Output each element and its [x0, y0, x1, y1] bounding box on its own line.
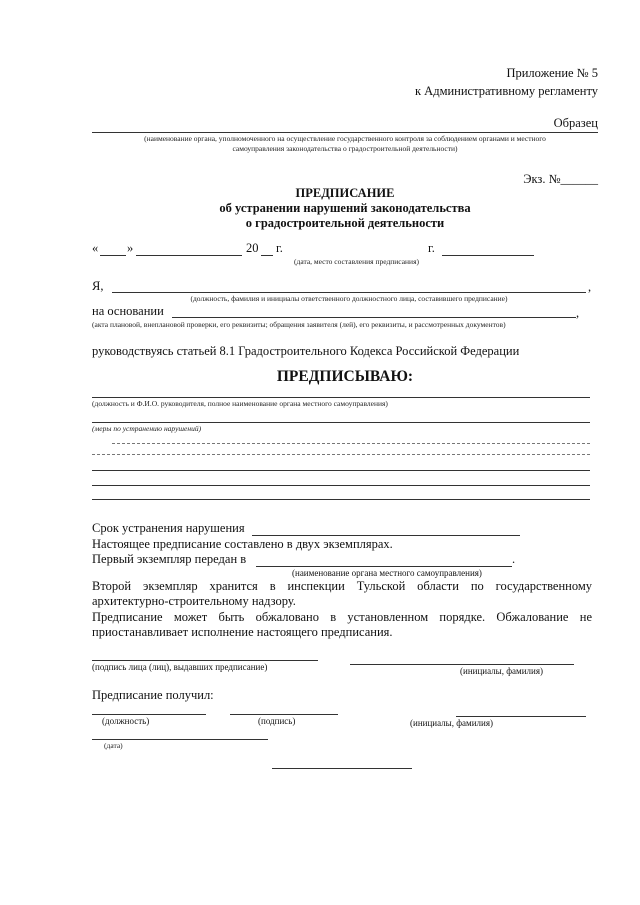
second-copy-text: Второй экземпляр хранится в инспекции Тульской области по государственному архитектурно-строительному надзору.: [92, 579, 592, 608]
issuer-initials-caption: (инициалы, фамилия): [460, 666, 543, 676]
date-open-quote: «: [92, 241, 99, 255]
organ-caption-1: (наименование органа, уполномоченного на осуществление государственного контроля за соблюдением органами и местного: [144, 134, 546, 143]
prescribe-heading: ПРЕДПИСЫВАЮ:: [276, 368, 414, 385]
appeal-text: Предписание может быть обжаловано в установленном порядке. Обжалование не приостанавливает исполнение настоящего предписания.: [92, 610, 592, 639]
organ-caption-2: самоуправления законодательства о градостроительной деятельности): [232, 144, 458, 153]
document-subtitle-1: об устранении нарушений законодательства: [219, 201, 471, 215]
place-line: [442, 255, 534, 256]
basis-label: на основании: [92, 304, 164, 318]
basis-caption: (акта плановой, внеплановой проверки, его реквизиты; обращения заявителя (лей), его реквизиты, и рассмотренных документов): [92, 320, 506, 329]
date-caption: (дата, место составления предписания): [294, 257, 420, 266]
first-copy-caption: (наименование органа местного самоуправления): [292, 568, 482, 578]
measures-line-top: [92, 422, 590, 423]
official-caption: (должность, фамилия и инициалы ответственного должностного лица, составившего предписание): [190, 294, 508, 303]
receive-date-caption: (дата): [104, 741, 123, 750]
measures-line: [112, 443, 590, 444]
two-copies-text: Настоящее предписание составлено в двух экземплярах.: [92, 537, 393, 551]
basis-comma: ,: [576, 306, 580, 320]
document-title: ПРЕДПИСАНИЕ: [295, 186, 395, 200]
date-close-quote: »: [127, 241, 134, 255]
receiver-signature-line: [230, 714, 338, 715]
issuer-signature-line: [92, 660, 318, 661]
official-comma: ,: [588, 280, 592, 294]
measures-line: [92, 470, 590, 471]
measures-line: [92, 454, 590, 455]
organ-line: [92, 132, 598, 133]
appendix-label: Приложение № 5: [506, 66, 598, 80]
deadline-line: [252, 535, 520, 536]
date-day-line: [100, 255, 126, 256]
legal-basis-text: руководствуясь статьей 8.1 Градостроительного Кодекса Российской Федерации: [92, 344, 520, 358]
basis-line: [172, 317, 576, 318]
receive-date-line: [92, 739, 268, 740]
sample-label: Образец: [553, 116, 598, 130]
i-label: Я,: [92, 279, 104, 293]
measures-line: [92, 485, 590, 486]
copy-number: Экз. №______: [523, 172, 598, 186]
date-year-line: [261, 255, 273, 256]
received-label: Предписание получил:: [92, 688, 214, 702]
issuer-signature-caption: (подпись лица (лиц), выдавших предписание): [92, 662, 268, 672]
measures-line: [92, 499, 590, 500]
receiver-initials-line: [456, 716, 586, 717]
head-line: [92, 397, 590, 398]
issuer-initials-line: [350, 664, 574, 665]
official-line: [112, 292, 586, 293]
receiver-position-line: [92, 714, 206, 715]
head-caption: (должность и Ф.И.О. руководителя, полное наименование органа местного самоуправления): [92, 399, 388, 408]
date-g-label: г.: [276, 241, 283, 255]
first-copy-period: .: [512, 552, 516, 566]
receiver-position-caption: (должность): [102, 716, 150, 726]
receiver-signature-caption: (подпись): [258, 716, 296, 726]
deadline-label: Срок устранения нарушения: [92, 521, 245, 535]
date-month-line: [136, 255, 242, 256]
first-copy-label: Первый экземпляр передан в: [92, 552, 247, 566]
date-year: 20: [246, 241, 259, 255]
place-g-label: г.: [428, 241, 435, 255]
measures-caption: (меры по устранению нарушений): [92, 424, 202, 433]
receiver-initials-caption: (инициалы, фамилия): [410, 718, 493, 728]
first-copy-line: [256, 566, 512, 567]
regulation-label: к Административному регламенту: [414, 84, 598, 98]
document-subtitle-2: о градостроительной деятельности: [245, 216, 445, 230]
footer-separator: [272, 768, 412, 769]
